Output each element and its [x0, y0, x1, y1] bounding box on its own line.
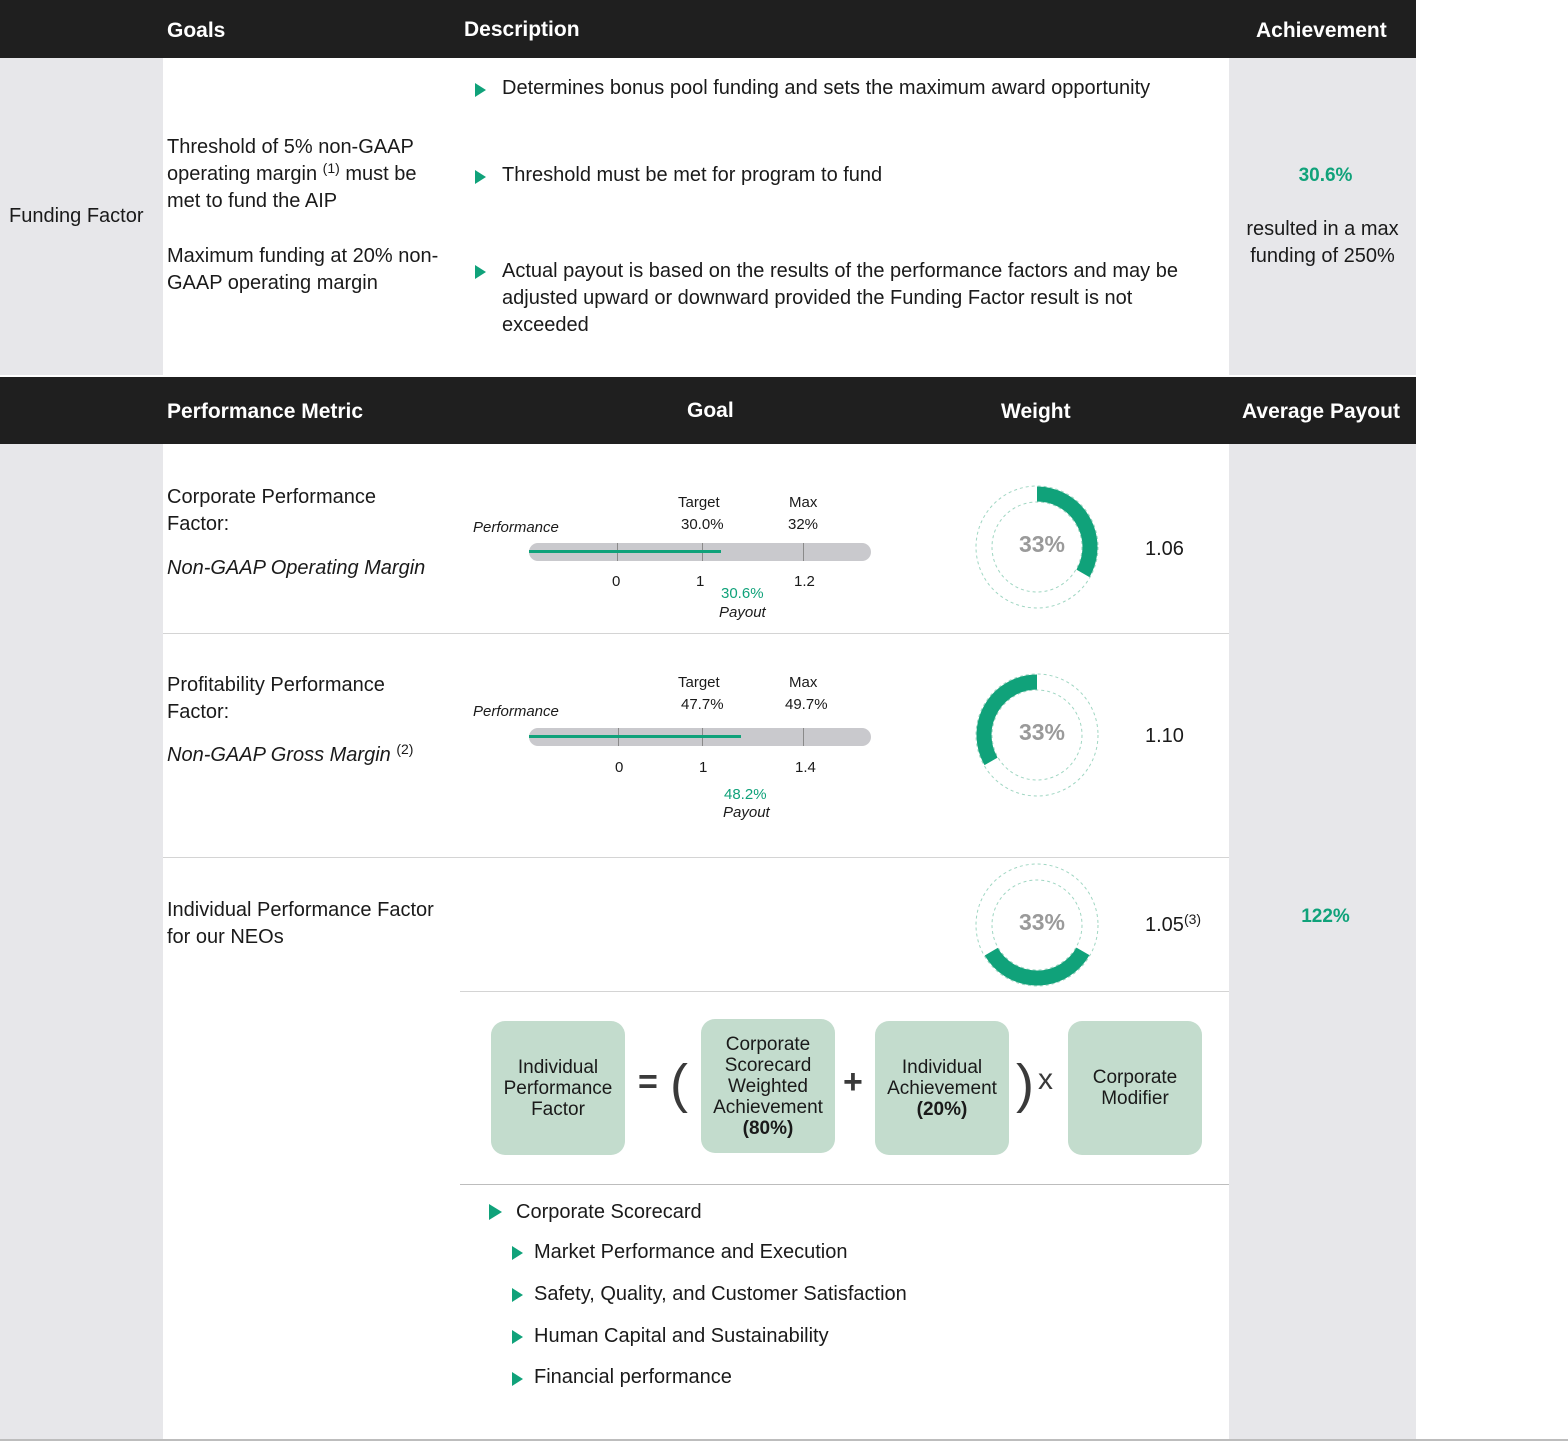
weight-value: 33%: [1018, 719, 1066, 745]
funding-achievement-value: 30.6%: [1298, 165, 1353, 186]
row-separator: [163, 857, 1229, 858]
close-paren: ): [1016, 1054, 1034, 1114]
metric-subtitle: Non-GAAP Gross Margin $^{(2)}$: [167, 741, 414, 766]
metric-title: Profitability Performance Factor:: [167, 674, 385, 723]
metric-payout: 1.10: [1145, 725, 1184, 747]
formula-modifier-box: Corporate Modifier: [1068, 1021, 1202, 1155]
scorecard-item: Human Capital and Sustainability: [534, 1325, 829, 1347]
open-paren: (: [670, 1054, 688, 1114]
average-payout-value: 122%: [1301, 906, 1350, 927]
formula-result-box: Individual Performance Factor: [491, 1021, 625, 1155]
goal-tick: [803, 543, 804, 561]
scorecard-item: Safety, Quality, and Customer Satisfaction: [534, 1283, 907, 1305]
performance-label: Performance: [473, 703, 559, 720]
bullet-icon: [489, 1204, 502, 1220]
metric-payout: 1.05$^{(3)}$: [1145, 911, 1202, 936]
funding-description-item: Threshold must be met for program to fund: [502, 164, 883, 186]
max-label: Max: [789, 674, 818, 691]
target-value: 47.7%: [681, 696, 724, 713]
performance-label-cell: [0, 444, 163, 1440]
goal-progress-fill: [529, 735, 741, 738]
plus-sign: +: [843, 1063, 863, 1101]
metric-column-header: Performance Metric: [167, 400, 364, 423]
funding-header: [0, 0, 1416, 58]
actual-label: Payout: [719, 604, 766, 621]
max-label: Max: [789, 494, 818, 511]
tick-label: 1.2: [794, 573, 815, 590]
times-sign: x: [1038, 1063, 1053, 1096]
metric-subtitle: Non-GAAP Operating Margin: [167, 557, 426, 579]
scorecard-item: Market Performance and Execution: [534, 1241, 848, 1263]
row-separator: [460, 991, 1229, 992]
row-separator: [163, 633, 1229, 634]
actual-label: Payout: [723, 804, 770, 821]
bullet-icon: [475, 83, 486, 97]
actual-value: 30.6%: [721, 585, 764, 602]
formula-term2-box: Individual Achievement (20%): [875, 1021, 1009, 1155]
funding-maximum-goal: Maximum funding at 20% non-GAAP operating margin: [167, 245, 439, 294]
metric-payout: 1.06: [1145, 538, 1184, 560]
bullet-icon: [512, 1372, 523, 1386]
bullet-icon: [512, 1330, 523, 1344]
funding-description-item: Determines bonus pool funding and sets the maximum award opportunity: [502, 77, 1151, 99]
max-value: 32%: [788, 516, 819, 533]
description-column-header: Description: [464, 18, 580, 41]
goal-progress-fill: [529, 550, 721, 553]
weight-value: 33%: [1018, 531, 1066, 557]
bullet-icon: [475, 170, 486, 184]
bullet-icon: [512, 1246, 523, 1260]
goal-column-header: Goal: [687, 399, 734, 422]
funding-description-item: Actual payout is based on the results of the performance factors and may be adjusted upward or downward provided the Funding Factor result is not exceeded: [502, 260, 1178, 336]
scorecard-title: Corporate Scorecard: [516, 1201, 702, 1223]
weight-column-header: Weight: [1001, 400, 1071, 423]
metric-title: Individual Performance Factor for our NEOs: [167, 899, 434, 948]
payout-column-header: Average Payout: [1242, 400, 1400, 423]
equals-sign: =: [638, 1063, 658, 1101]
achievement-column-header: Achievement: [1256, 19, 1387, 42]
bullet-icon: [512, 1288, 523, 1302]
target-label: Target: [678, 494, 720, 511]
performance-header: [0, 377, 1416, 444]
tick-label: 1: [699, 759, 708, 776]
bottom-rule: [0, 1439, 1568, 1441]
bullet-icon: [475, 265, 486, 279]
scorecard-item: Financial performance: [534, 1366, 732, 1388]
weight-value: 33%: [1018, 909, 1066, 935]
tick-label: 0: [615, 759, 624, 776]
target-value: 30.0%: [681, 516, 724, 533]
funding-threshold-goal: Threshold of 5% non-GAAP operating margin $^{(1)}$ must be met to fund the AIP: [167, 136, 417, 212]
donut-weight-arc: [991, 951, 1083, 978]
goal-tick: [803, 728, 804, 746]
target-label: Target: [678, 674, 720, 691]
funding-factor-label: Funding Factor: [9, 205, 144, 227]
actual-value: 48.2%: [724, 786, 767, 803]
max-value: 49.7%: [785, 696, 828, 713]
performance-payout-cell: [1229, 444, 1416, 1440]
tick-label: 1: [696, 573, 705, 590]
metric-title: Corporate Performance Factor:: [167, 486, 376, 535]
row-separator: [460, 1184, 1229, 1185]
tick-label: 0: [612, 573, 621, 590]
formula-term1-box: Corporate Scorecard Weighted Achievement (80%): [701, 1019, 835, 1153]
goals-column-header: Goals: [167, 19, 226, 42]
tick-label: 1.4: [795, 759, 816, 776]
performance-label: Performance: [473, 519, 559, 536]
funding-achievement-note: resulted in a max funding of 250%: [1246, 218, 1399, 267]
